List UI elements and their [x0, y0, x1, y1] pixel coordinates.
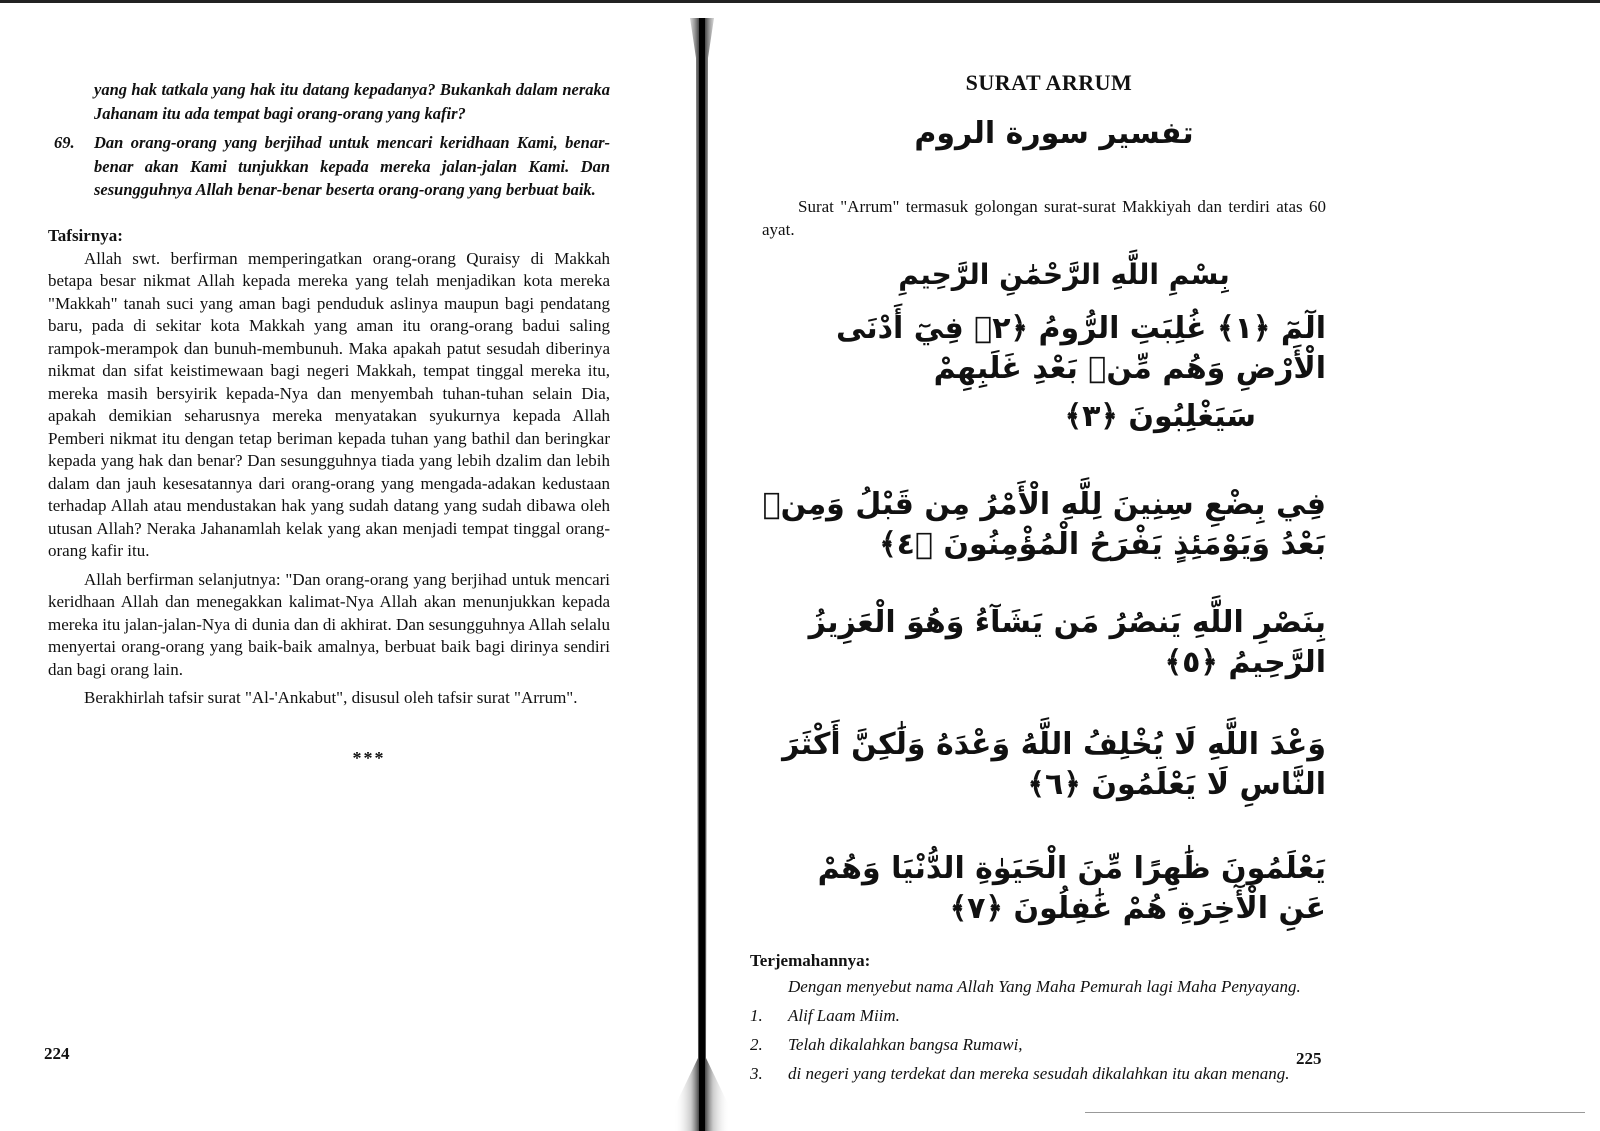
- scan-top-edge: [0, 0, 1600, 3]
- surah-title: SURAT ARRUM: [965, 70, 1133, 95]
- book-spine-shadow: [672, 18, 732, 1131]
- arabic-verse-line: الٓمٓ ﴿١﴾ غُلِبَتِ الرُّومُ ﴿٢﴾ فِيٓ أَدْنَى الْأَرْضِ وَهُم مِّنۢ بَعْدِ غَلَبِهِمْ: [836, 311, 1326, 386]
- translation-item: [750, 1004, 1326, 1027]
- verse-continuation: yang hak tatkala yang hak itu datang kepadanya? Bukankah dalam neraka Jahanam itu ada tempat bagi orang-orang yang kafir?: [94, 80, 610, 123]
- verse-text: Dan orang-orang yang berjihad untuk mencari keridhaan Kami, benar-benar akan Kami tunjukkan kepada mereka jalan-jalan Kami. Dan sesungguhnya Allah benar-benar beserta orang-orang yang berbuat baik.: [94, 133, 610, 199]
- arabic-bismillah: بِسْمِ اللَّهِ الرَّحْمَٰنِ الرَّحِيمِ: [898, 258, 1230, 291]
- tafsir-paragraph-3: Berakhirlah tafsir surat "Al-'Ankabut", disusul oleh tafsir surat "Arrum".: [84, 688, 578, 707]
- translation-item: [750, 1033, 1326, 1056]
- verse-number: 69.: [54, 133, 75, 152]
- translation-text: Telah dikalahkan bangsa Rumawi,: [788, 1035, 1023, 1054]
- tafsir-paragraph-1: Allah swt. berfirman memperingatkan orang-orang Quraisy di Makkah betapa besar nikmat Allah kepada mereka yang telah menjadikan kota mereka "Makkah" tanah suci yang aman bagi penduduk aslinya maupun bagi pendatang baru, pada di sekitar kota Makkah yang aman itu orang-orang badui saling rampok-merampok dan bunuh-membunuh. Maka apakah patut sesudah diberinya nikmat dan sifat keistimewaan bagi negeri Makkah, tempat tinggal mereka itu, mereka masih bersyirik kepada-Nya dan menyembah tuhan-tuhan selain Dia, apakah demikian seharusnya mereka menyatakan syukurnya kepada Allah Pemberi nikmat itu dengan tetap beriman kepada tuhan yang bathil dan beringkar kepada yang hak dan benar? Dan sesungguhnya tiada yang lebih dzalim dan lebih dalam dan jauh kesesatannya dari orang-orang yang mengada-adakan kedustaan terhadap Allah atau mendustakan hak yang sudah datang yang sudah dibawa oleh utusan Allah? Neraka Jahanamlah kelak yang akan menjadi tempat tinggal orang-orang kafir itu.: [48, 248, 610, 560]
- right-page: [750, 70, 1326, 1085]
- scan-bottom-edge: [1085, 1112, 1585, 1113]
- verse-69: [48, 131, 610, 202]
- tafsir-paragraph-2: Allah berfirman selanjutnya: "Dan orang-orang yang berjihad untuk mencari keridhaan Allah dan menegakkan kalimat-Nya Allah akan menunjukkan kepada mereka itu jalan-jalan-Nya di dunia dan di akhirat. Dan sesungguhnya Allah selalu menyertai orang-orang yang baik-baik amalnya, berbuat baik bagi dirinya sendiri dan bagi orang lain.: [48, 569, 610, 679]
- translation-number: 3.: [750, 1064, 763, 1083]
- arabic-verse-line: فِي بِضْعِ سِنِينَ لِلَّهِ الْأَمْرُ مِن قَبْلُ وَمِنۢ بَعْدُ وَيَوْمَئِذٍ يَفْرَحُ الْمُؤْمِنُونَ ﴿٤﴾: [762, 487, 1326, 562]
- page-number-left: 224: [44, 1044, 70, 1063]
- surah-intro: Surat "Arrum" termasuk golongan surat-surat Makkiyah dan terdiri atas 60 ayat.: [762, 197, 1326, 239]
- arabic-verse-line: سَيَغْلِبُونَ ﴿٣﴾: [1064, 399, 1256, 434]
- arabic-verse-line: بِنَصْرِ اللَّهِ يَنصُرُ مَن يَشَآءُ وَهُوَ الْعَزِيزُ الرَّحِيمُ ﴿٥﴾: [808, 605, 1326, 680]
- section-separator: ***: [352, 747, 386, 768]
- page-number-right: 225: [1296, 1049, 1322, 1068]
- arabic-verse-line: يَعْلَمُونَ ظَٰهِرًا مِّنَ الْحَيَوٰةِ الدُّنْيَا وَهُمْ عَنِ الْأٓخِرَةِ هُمْ غَٰفِلُونَ ﴿٧﴾: [817, 851, 1326, 926]
- translation-number: 2.: [750, 1035, 763, 1054]
- left-page: [48, 78, 610, 769]
- tafsir-heading: Tafsirnya:: [48, 225, 123, 245]
- translation-basmala: Dengan menyebut nama Allah Yang Maha Pemurah lagi Maha Penyayang.: [788, 977, 1301, 996]
- arabic-surah-title: تفسير سورة الروم: [914, 116, 1194, 151]
- translation-heading: Terjemahannya:: [750, 951, 871, 970]
- translation-text: Alif Laam Miim.: [788, 1006, 900, 1025]
- translation-number: 1.: [750, 1006, 763, 1025]
- translation-text: di negeri yang terdekat dan mereka sesudah dikalahkan itu akan menang.: [788, 1064, 1290, 1083]
- translation-item: [750, 1062, 1326, 1085]
- arabic-verse-line: وَعْدَ اللَّهِ لَا يُخْلِفُ اللَّهُ وَعْدَهُ وَلَٰكِنَّ أَكْثَرَ النَّاسِ لَا يَعْلَمُونَ ﴿٦﴾: [782, 727, 1326, 802]
